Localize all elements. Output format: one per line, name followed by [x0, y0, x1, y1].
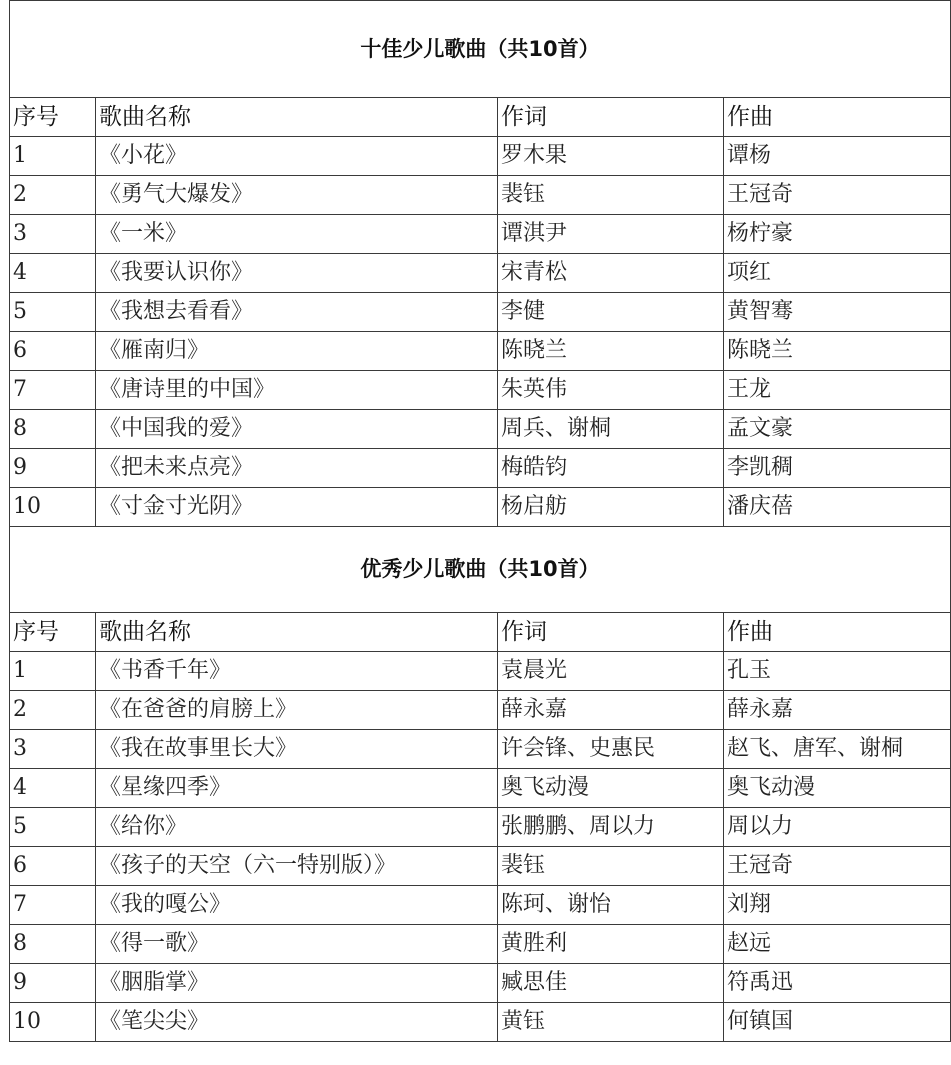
song-name: 《在爸爸的肩膀上》	[96, 691, 498, 730]
table-row	[10, 886, 951, 925]
section-title: 优秀少儿歌曲（共10首）	[10, 527, 951, 613]
song-name: 《笔尖尖》	[96, 1003, 498, 1042]
composer: 薛永嘉	[724, 691, 951, 730]
header-lyricist: 作词	[498, 613, 724, 652]
row-num: 3	[10, 215, 96, 254]
song-name: 《星缘四季》	[96, 769, 498, 808]
song-name: 《得一歌》	[96, 925, 498, 964]
song-name: 《中国我的爱》	[96, 410, 498, 449]
lyricist: 周兵、谢桐	[498, 410, 724, 449]
header-composer: 作曲	[724, 98, 951, 137]
row-num: 8	[10, 410, 96, 449]
composer: 项红	[724, 254, 951, 293]
lyricist: 陈晓兰	[498, 332, 724, 371]
row-num: 2	[10, 176, 96, 215]
composer: 符禹迅	[724, 964, 951, 1003]
lyricist: 杨启舫	[498, 488, 724, 527]
song-name: 《雁南归》	[96, 332, 498, 371]
header-lyricist: 作词	[498, 98, 724, 137]
row-num: 4	[10, 254, 96, 293]
row-num: 8	[10, 925, 96, 964]
song-name: 《我要认识你》	[96, 254, 498, 293]
song-name: 《孩子的天空（六一特别版）》	[96, 847, 498, 886]
composer: 杨柠豪	[724, 215, 951, 254]
composer: 赵远	[724, 925, 951, 964]
row-num: 9	[10, 449, 96, 488]
row-num: 7	[10, 886, 96, 925]
song-name: 《我的嘎公》	[96, 886, 498, 925]
lyricist: 许会锋、史惠民	[498, 730, 724, 769]
lyricist: 裴钰	[498, 176, 724, 215]
song-name: 《我在故事里长大》	[96, 730, 498, 769]
composer: 李凯稠	[724, 449, 951, 488]
table-row	[10, 215, 951, 254]
row-num: 5	[10, 293, 96, 332]
row-num: 6	[10, 332, 96, 371]
composer: 赵飞、唐军、谢桐	[724, 730, 951, 769]
table-row	[10, 730, 951, 769]
lyricist: 奥飞动漫	[498, 769, 724, 808]
song-award-table	[9, 0, 951, 1042]
composer: 陈晓兰	[724, 332, 951, 371]
row-num: 5	[10, 808, 96, 847]
table-row	[10, 1003, 951, 1042]
lyricist: 张鹏鹏、周以力	[498, 808, 724, 847]
row-num: 6	[10, 847, 96, 886]
composer: 黄智骞	[724, 293, 951, 332]
table-row	[10, 137, 951, 176]
lyricist: 袁晨光	[498, 652, 724, 691]
composer: 王冠奇	[724, 176, 951, 215]
table-row	[10, 925, 951, 964]
composer: 孟文豪	[724, 410, 951, 449]
header-num: 序号	[10, 98, 96, 137]
lyricist: 黄胜利	[498, 925, 724, 964]
row-num: 4	[10, 769, 96, 808]
table-row	[10, 332, 951, 371]
song-name: 《胭脂掌》	[96, 964, 498, 1003]
table-row	[10, 488, 951, 527]
table-row	[10, 652, 951, 691]
table-row	[10, 371, 951, 410]
table-row	[10, 808, 951, 847]
song-name: 《小花》	[96, 137, 498, 176]
row-num: 1	[10, 652, 96, 691]
lyricist: 梅皓钧	[498, 449, 724, 488]
table-row	[10, 410, 951, 449]
composer: 孔玉	[724, 652, 951, 691]
table-row	[10, 691, 951, 730]
row-num: 10	[10, 488, 96, 527]
header-song-name: 歌曲名称	[96, 613, 498, 652]
song-name: 《把未来点亮》	[96, 449, 498, 488]
composer: 周以力	[724, 808, 951, 847]
table-row	[10, 449, 951, 488]
lyricist: 李健	[498, 293, 724, 332]
row-num: 7	[10, 371, 96, 410]
song-name: 《一米》	[96, 215, 498, 254]
song-name: 《勇气大爆发》	[96, 176, 498, 215]
lyricist: 罗木果	[498, 137, 724, 176]
composer: 刘翔	[724, 886, 951, 925]
section-title-row	[10, 1, 951, 98]
section-title: 十佳少儿歌曲（共10首）	[10, 1, 951, 98]
table-row	[10, 769, 951, 808]
table-row	[10, 964, 951, 1003]
composer: 王冠奇	[724, 847, 951, 886]
header-song-name: 歌曲名称	[96, 98, 498, 137]
table-header-row	[10, 613, 951, 652]
composer: 王龙	[724, 371, 951, 410]
row-num: 9	[10, 964, 96, 1003]
lyricist: 臧思佳	[498, 964, 724, 1003]
table-row	[10, 847, 951, 886]
composer: 何镇国	[724, 1003, 951, 1042]
lyricist: 黄钰	[498, 1003, 724, 1042]
song-name: 《我想去看看》	[96, 293, 498, 332]
table-row	[10, 176, 951, 215]
lyricist: 薛永嘉	[498, 691, 724, 730]
lyricist: 裴钰	[498, 847, 724, 886]
row-num: 10	[10, 1003, 96, 1042]
table-row	[10, 293, 951, 332]
song-name: 《唐诗里的中国》	[96, 371, 498, 410]
lyricist: 谭淇尹	[498, 215, 724, 254]
row-num: 1	[10, 137, 96, 176]
song-name: 《寸金寸光阴》	[96, 488, 498, 527]
section-title-row	[10, 527, 951, 613]
row-num: 2	[10, 691, 96, 730]
document-page	[9, 0, 950, 1042]
row-num: 3	[10, 730, 96, 769]
header-num: 序号	[10, 613, 96, 652]
composer: 奥飞动漫	[724, 769, 951, 808]
lyricist: 陈珂、谢怡	[498, 886, 724, 925]
composer: 潘庆蓓	[724, 488, 951, 527]
lyricist: 朱英伟	[498, 371, 724, 410]
header-composer: 作曲	[724, 613, 951, 652]
song-name: 《给你》	[96, 808, 498, 847]
composer: 谭杨	[724, 137, 951, 176]
lyricist: 宋青松	[498, 254, 724, 293]
table-row	[10, 254, 951, 293]
table-header-row	[10, 98, 951, 137]
song-name: 《书香千年》	[96, 652, 498, 691]
